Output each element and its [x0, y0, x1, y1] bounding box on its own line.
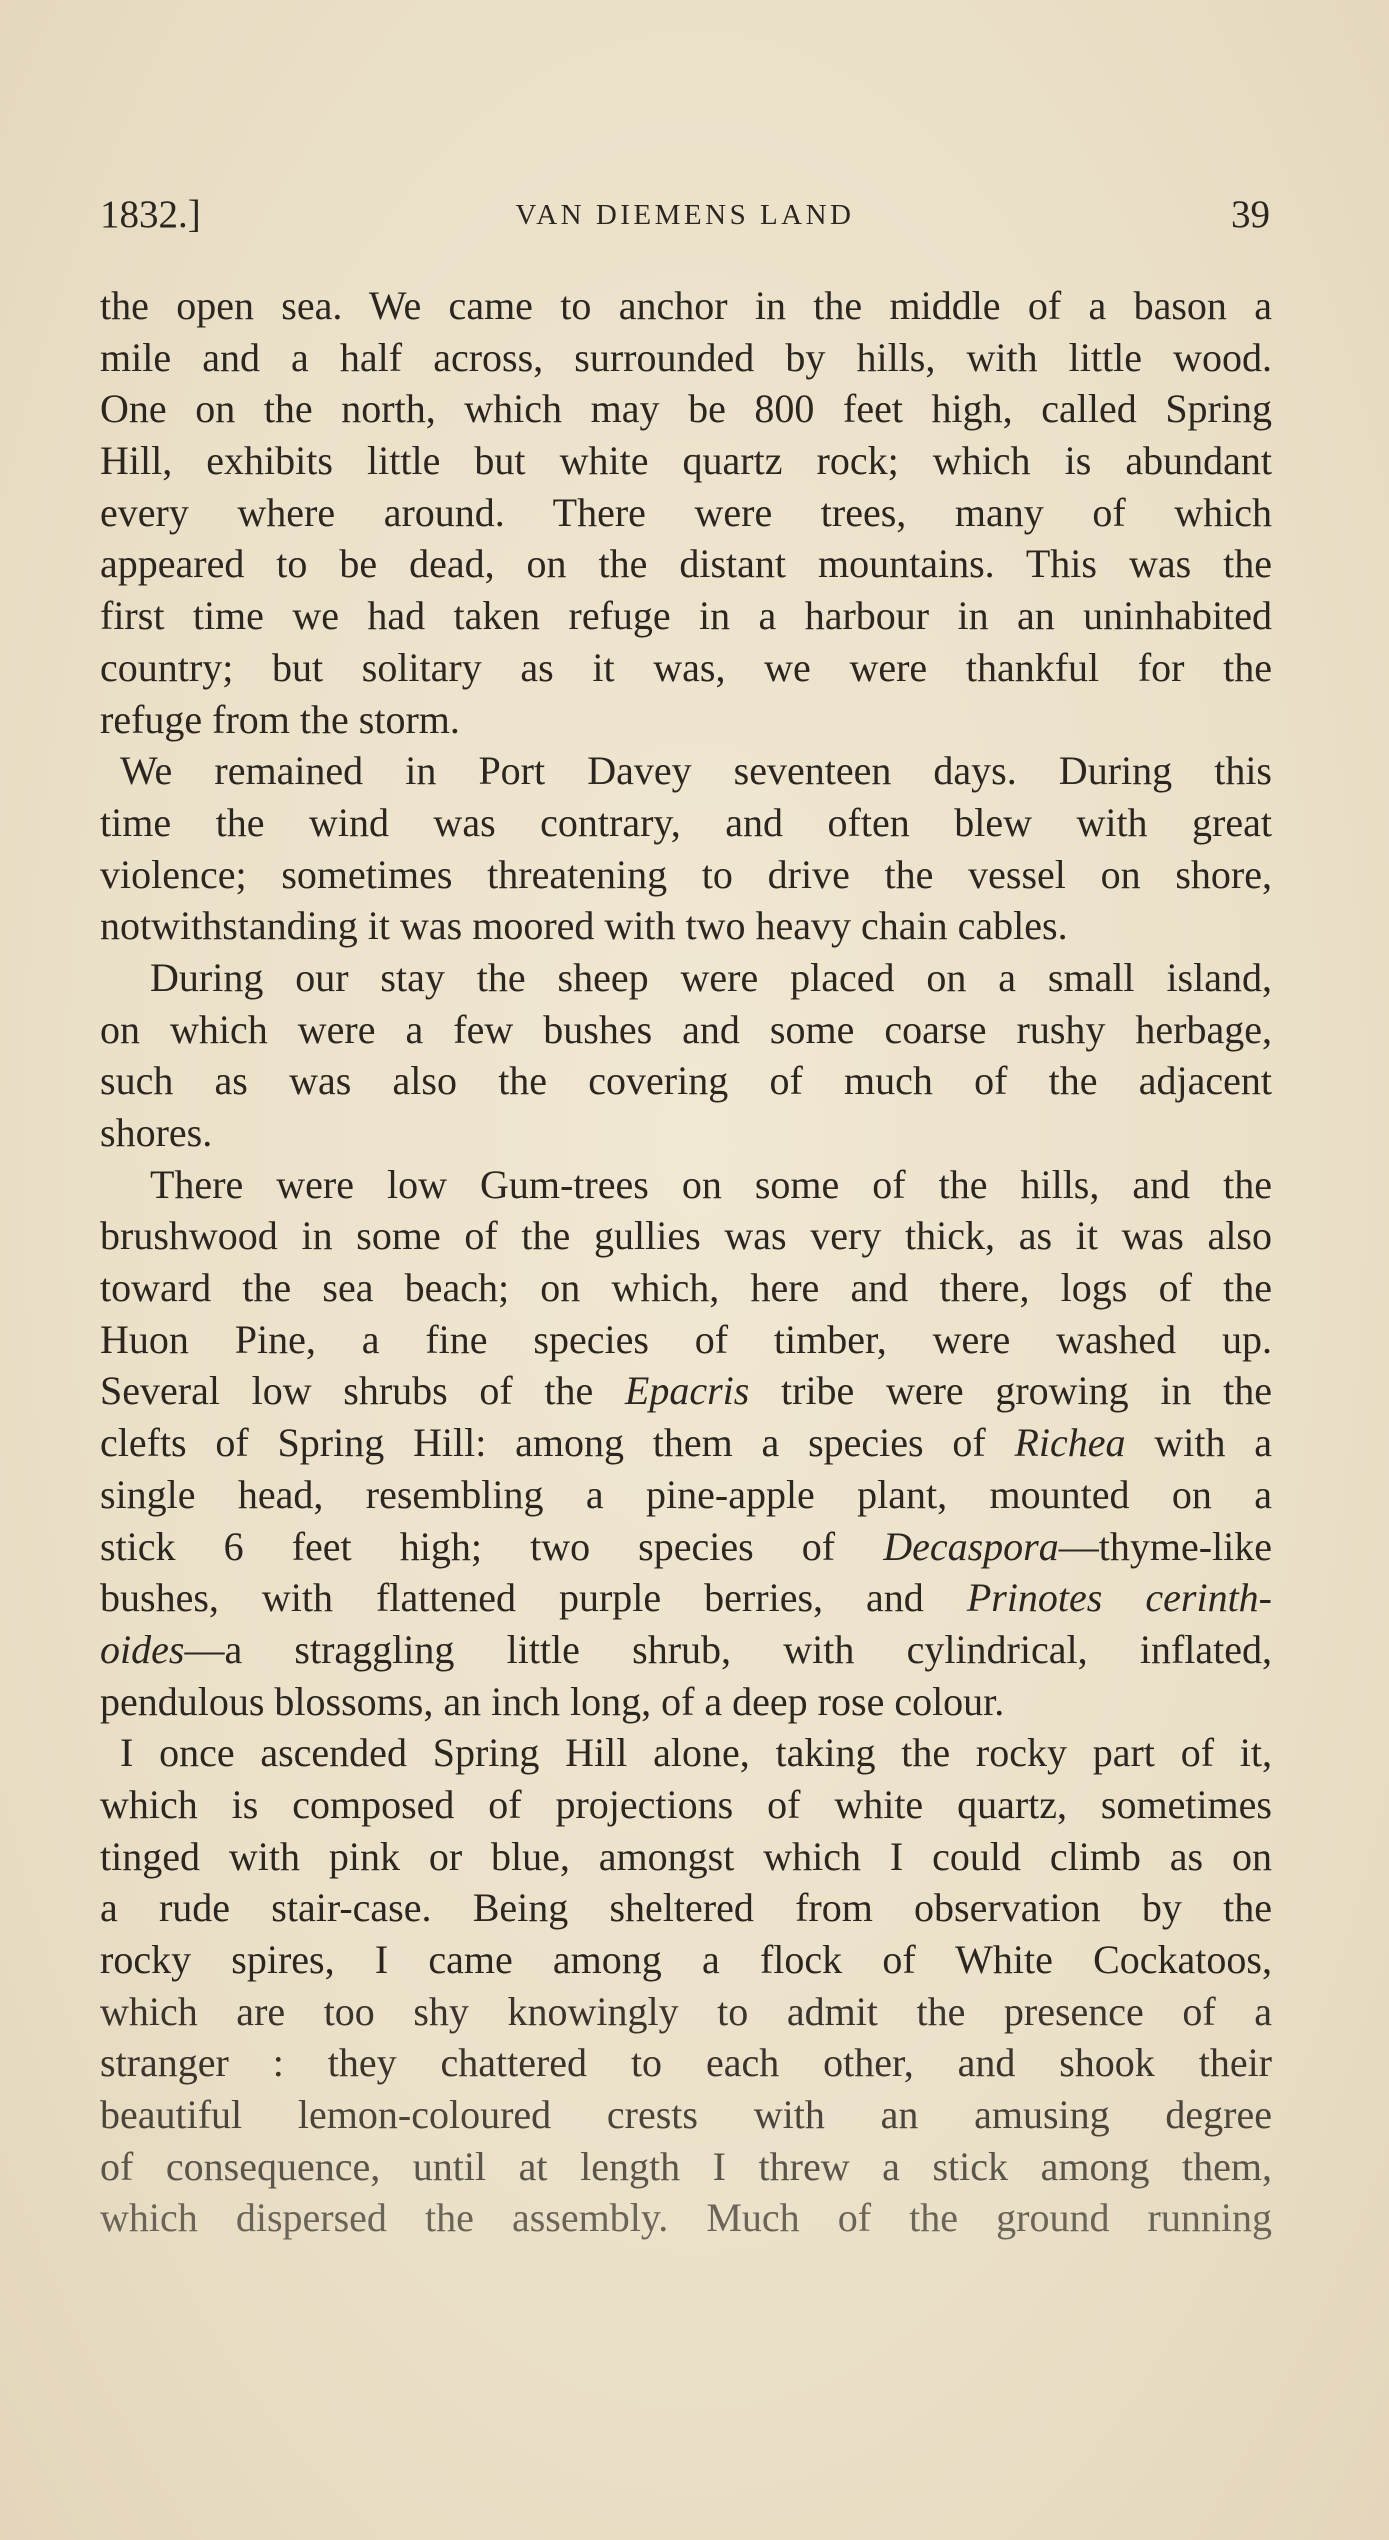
paragraph	[100, 745, 1272, 952]
text-line: brushwood in some of the gullies was very thick, as it was also	[100, 1213, 1272, 1259]
text-line: beautiful lemon-coloured crests with an amusing degree	[100, 2092, 1272, 2138]
text-line: appeared to be dead, on the distant mountains. This was the	[100, 541, 1272, 587]
text-line: mile and a half across, surrounded by hills, with little wood.	[100, 334, 1272, 380]
text-line: a rude stair-case. Being sheltered from observation by the	[100, 1885, 1272, 1931]
text-line: country; but solitary as it was, we were thankful for the	[100, 644, 1272, 690]
text-line: every where around. There were trees, many of which	[100, 489, 1272, 535]
text-line: which is composed of projections of white quartz, sometimes	[100, 1781, 1272, 1827]
page-number: 39	[1231, 193, 1270, 236]
text-line: notwithstanding it was moored with two heavy chain cables.	[100, 903, 1068, 949]
text-line: We remained in Port Davey seventeen days. During this	[120, 748, 1272, 794]
text-line: time the wind was contrary, and often blew with great	[100, 799, 1272, 845]
text-line: shores.	[100, 1110, 213, 1155]
text-line: on which were a few bushes and some coarse rushy herbage,	[100, 1006, 1272, 1052]
text-line: One on the north, which may be 800 feet high, called Spring	[100, 386, 1272, 432]
text-line: bushes, with flattened purple berries, and Prinotes cerinth-	[100, 1575, 1272, 1621]
paragraph	[100, 1159, 1272, 1728]
text-line: refuge from the storm.	[100, 696, 460, 742]
text-line: Hill, exhibits little but white quartz rock; which is abundant	[100, 438, 1272, 484]
text-line: stick 6 feet high; two species of Decaspora—thyme-like	[100, 1523, 1272, 1569]
text-line: of consequence, until at length I threw a stick among them,	[100, 2143, 1272, 2189]
running-head	[100, 190, 1270, 240]
text-line: oides—a straggling little shrub, with cylindrical, inflated,	[100, 1626, 1272, 1672]
text-line: There were low Gum-trees on some of the hills, and the	[150, 1161, 1272, 1207]
text-line: Several low shrubs of the Epacris tribe were growing in the	[100, 1368, 1272, 1414]
text-line: such as was also the covering of much of the adjacent	[100, 1058, 1272, 1104]
text-line: stranger : they chattered to each other, and shook their	[100, 2040, 1272, 2086]
text-line: I once ascended Spring Hill alone, taking the rocky part of it,	[120, 1730, 1272, 1776]
header-year: 1832.]	[100, 193, 201, 236]
paragraph	[100, 280, 1272, 745]
text-line: During our stay the sheep were placed on a small island,	[150, 954, 1272, 1000]
text-line: toward the sea beach; on which, here and there, logs of the	[100, 1265, 1272, 1311]
body-text	[100, 280, 1272, 2244]
text-line: single head, resembling a pine-apple plant, mounted on a	[100, 1471, 1272, 1517]
paragraph	[100, 952, 1272, 1159]
text-line: pendulous blossoms, an inch long, of a deep rose colour.	[100, 1678, 1005, 1724]
text-line: first time we had taken refuge in a harbour in an uninhabited	[100, 593, 1272, 639]
text-line: clefts of Spring Hill: among them a species of Richea with a	[100, 1420, 1273, 1466]
text-line: tinged with pink or blue, amongst which I could climb as on	[100, 1833, 1272, 1879]
text-line: which are too shy knowingly to admit the presence of a	[100, 1988, 1272, 2034]
text-line: which dispersed the assembly. Much of the ground running	[100, 2195, 1272, 2241]
text-line: violence; sometimes threatening to drive the vessel on shore,	[100, 851, 1272, 897]
text-line: Huon Pine, a fine species of timber, were washed up.	[100, 1316, 1272, 1362]
paragraph	[100, 1727, 1272, 2244]
text-line: the open sea. We came to anchor in the middle of a bason a	[100, 283, 1272, 328]
header-title: VAN DIEMENS LAND	[515, 199, 855, 231]
text-line: rocky spires, I came among a flock of White Cockatoos,	[100, 1937, 1272, 1982]
